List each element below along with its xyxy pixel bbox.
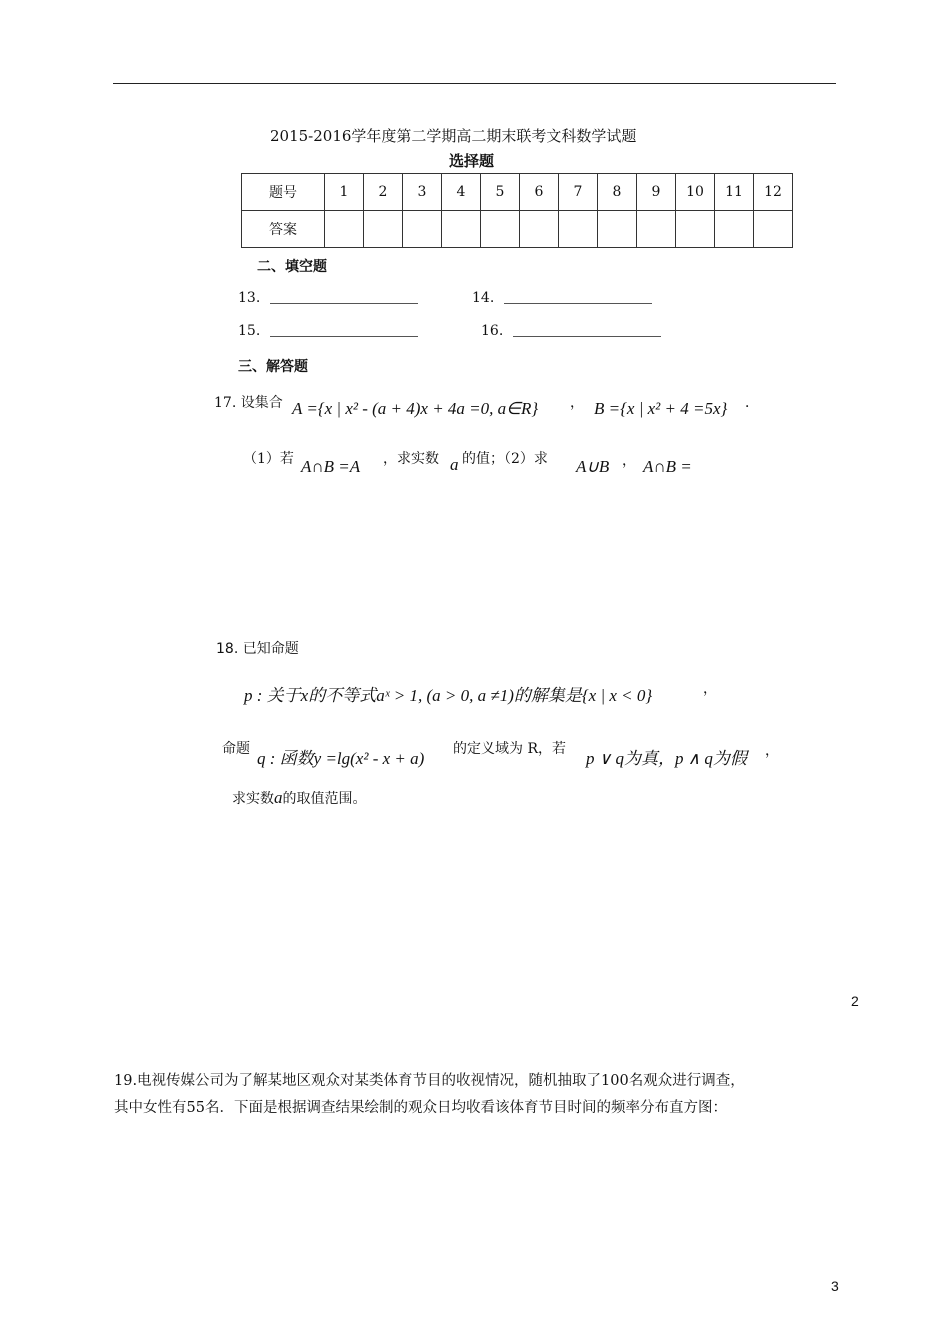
blank-label: 15.	[238, 323, 261, 339]
answer-cell[interactable]	[637, 211, 676, 248]
page-number: 2	[851, 993, 859, 1009]
ask-text: 求实数	[232, 791, 274, 807]
answer-cell[interactable]	[325, 211, 364, 248]
table-row	[242, 174, 793, 211]
question-18-ask	[232, 788, 367, 808]
proposition-q: q : 函数y =lg(x² - x + a)	[257, 749, 425, 768]
section-multiple-choice: 选择题	[449, 152, 495, 170]
question-19-line1: 19.电视传媒公司为了解某地区观众对某类体育节目的收视情况，随机抽取了100名观众进行调查，	[114, 1073, 745, 1089]
answer-cell[interactable]	[481, 211, 520, 248]
blank-line[interactable]	[270, 303, 418, 304]
blank-line[interactable]	[504, 303, 652, 304]
question-17-intersection: A∩B =	[643, 457, 692, 476]
table-cell-number: 1	[325, 174, 364, 211]
table-cell-number: 2	[364, 174, 403, 211]
table-cell-number: 8	[598, 174, 637, 211]
blank-14	[472, 290, 652, 306]
question-17-part1-math: A∩B =A	[301, 457, 361, 476]
answer-cell[interactable]	[559, 211, 598, 248]
question-17-part1-end: 的值；（2）求	[462, 451, 548, 467]
separator: ，	[703, 681, 717, 697]
separator: ，	[570, 395, 584, 411]
blank-label: 14.	[472, 290, 495, 306]
separator: ，	[765, 743, 779, 759]
question-19	[114, 1068, 745, 1122]
ask-end: 的取值范围。	[282, 791, 367, 807]
separator: ，	[622, 453, 636, 469]
question-17-union: A∪B	[576, 457, 610, 476]
exam-title: 2015-2016学年度第二学期高二期末联考文科数学试题	[270, 127, 637, 145]
table-cell-number: 12	[754, 174, 793, 211]
table-cell-number: 5	[481, 174, 520, 211]
question-18-lead: 18. 已知命题	[216, 641, 299, 657]
proposition-p: p : 关于x的不等式aˣ > 1, (a > 0, a ≠1)的解集是{x | x < 0}	[244, 686, 653, 705]
table-cell-number: 6	[520, 174, 559, 211]
section-solutions: 三、解答题	[238, 359, 308, 375]
blank-label: 16.	[481, 323, 504, 339]
answer-table	[241, 173, 793, 248]
header-rule	[113, 83, 836, 84]
blank-13	[238, 290, 418, 306]
table-cell-number: 11	[715, 174, 754, 211]
answer-cell[interactable]	[520, 211, 559, 248]
table-cell-number: 3	[403, 174, 442, 211]
question-17-set-b: B ={x | x² + 4 =5x}	[594, 399, 728, 418]
question-17-part1-lead: （1）若	[243, 451, 294, 467]
blank-line[interactable]	[513, 336, 661, 337]
table-row-label-number: 题号	[242, 174, 325, 211]
blank-line[interactable]	[270, 336, 418, 337]
question-18-q-mid: 的定义域为 R，若	[453, 741, 566, 757]
question-19-line2: 其中女性有55名．下面是根据调查结果绘制的观众日均收看该体育节目时间的频率分布直方图：	[114, 1100, 727, 1116]
answer-cell[interactable]	[442, 211, 481, 248]
blank-15	[238, 323, 418, 339]
page-number: 3	[831, 1278, 839, 1294]
answer-cell[interactable]	[403, 211, 442, 248]
answer-cell[interactable]	[598, 211, 637, 248]
question-17-part1-text: ，求实数	[383, 451, 439, 467]
table-cell-number: 4	[442, 174, 481, 211]
blank-16	[481, 323, 661, 339]
period: ．	[745, 395, 759, 411]
question-17-set-a: A ={x | x² - (a + 4)x + 4a =0, a∈R}	[292, 399, 539, 418]
answer-cell[interactable]	[754, 211, 793, 248]
blank-label: 13.	[238, 290, 261, 306]
table-cell-number: 9	[637, 174, 676, 211]
question-17-lead: 17. 设集合	[214, 395, 283, 411]
table-cell-number: 10	[676, 174, 715, 211]
variable-a: a	[450, 455, 459, 474]
answer-cell[interactable]	[364, 211, 403, 248]
table-row-label-answer: 答案	[242, 211, 325, 248]
question-18-condition: p ∨ q为真，p ∧ q为假	[586, 749, 747, 768]
table-row	[242, 211, 793, 248]
answer-cell[interactable]	[715, 211, 754, 248]
answer-cell[interactable]	[676, 211, 715, 248]
question-18-q-lead: 命题	[222, 741, 250, 757]
variable-a: a	[274, 788, 283, 807]
section-fill-in: 二、填空题	[257, 259, 327, 275]
table-cell-number: 7	[559, 174, 598, 211]
